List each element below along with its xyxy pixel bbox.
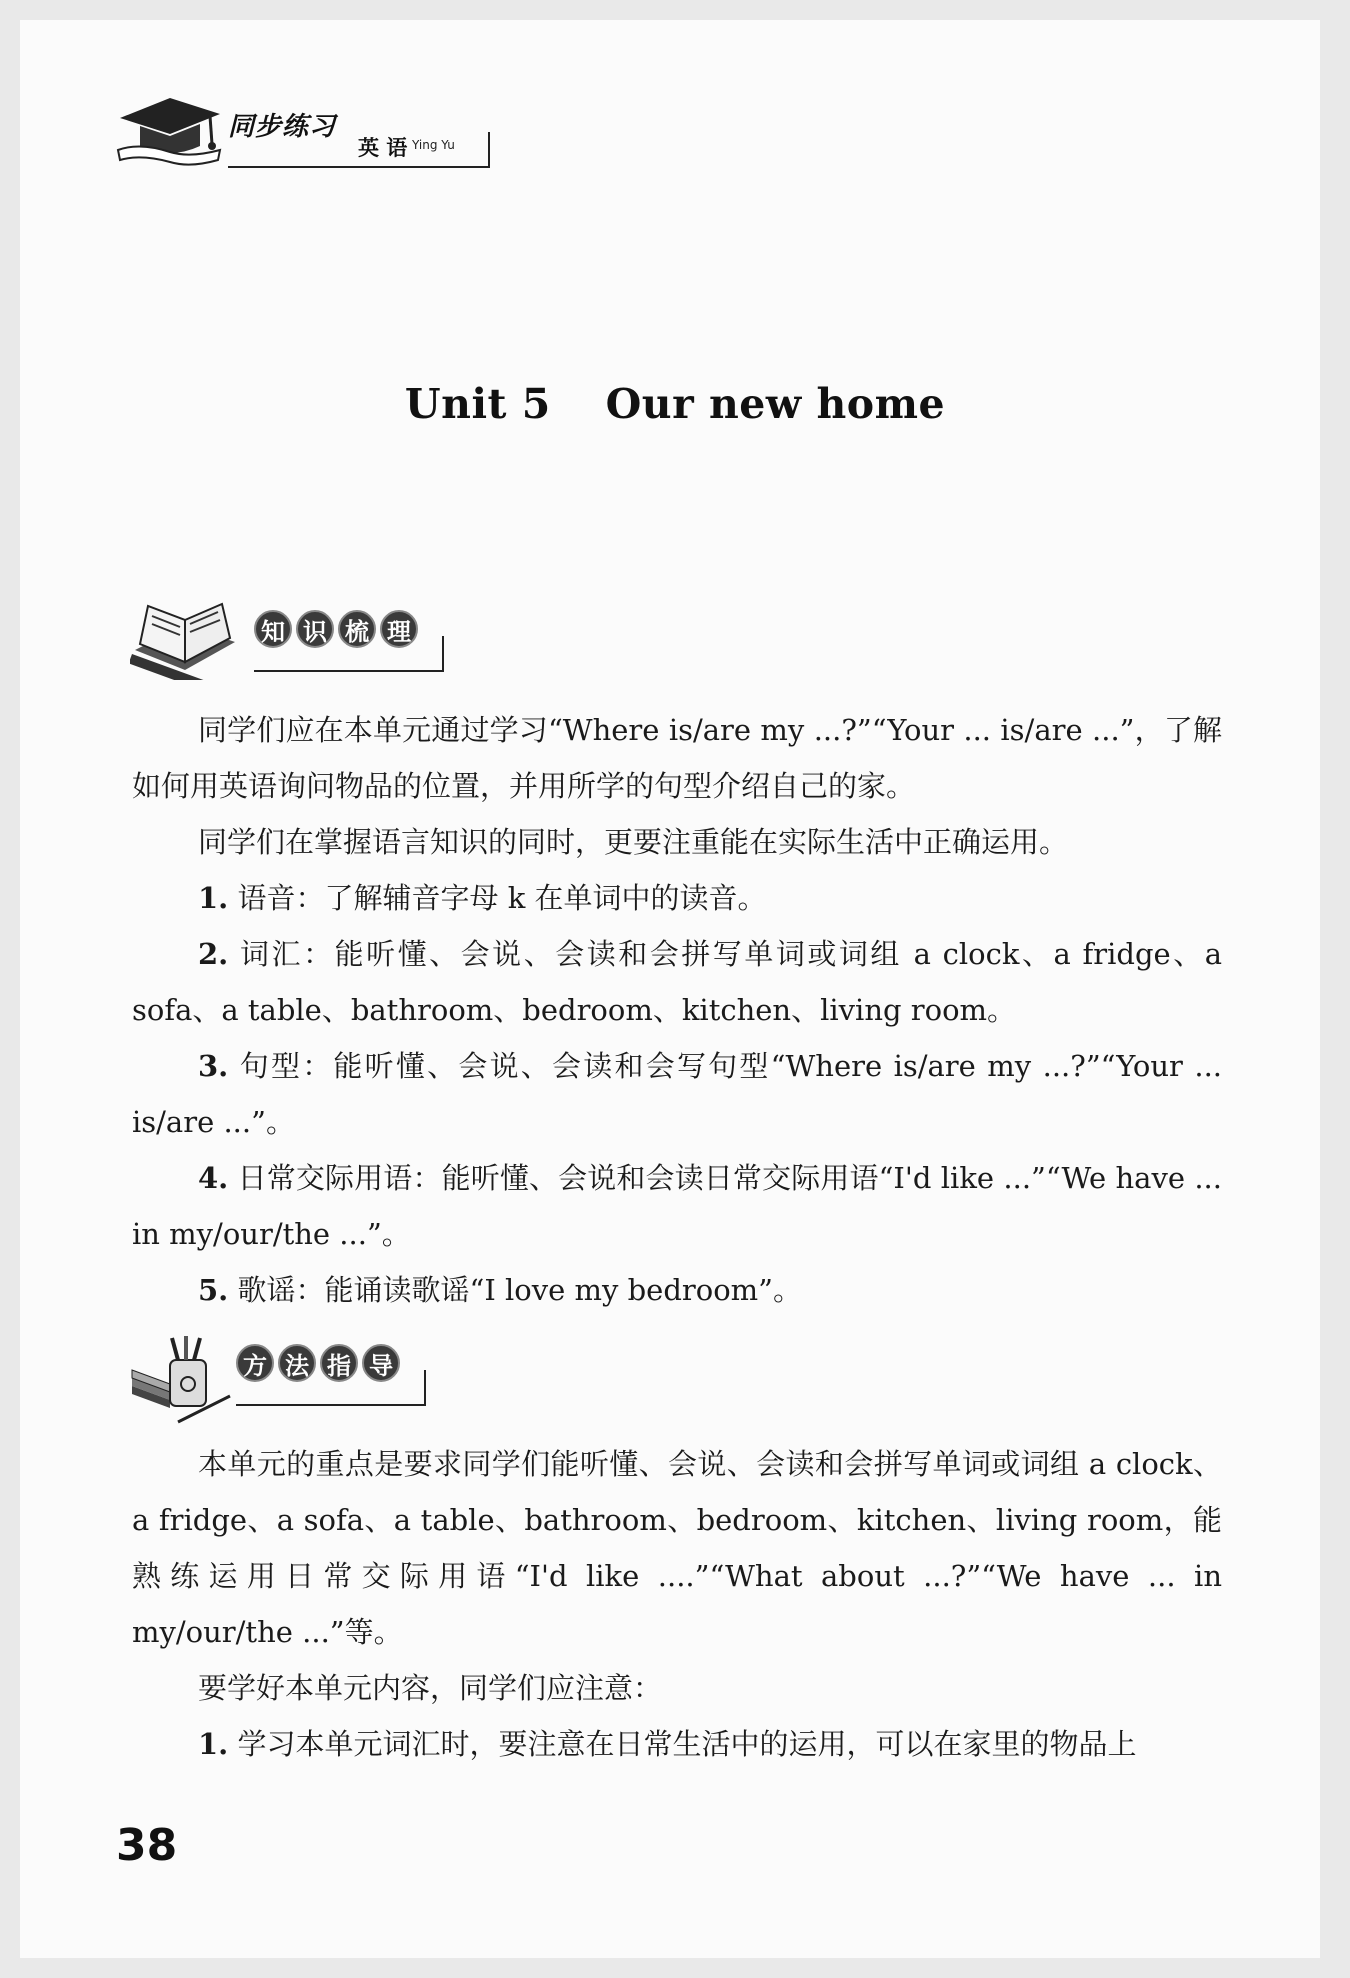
list-text: 歌谣：能诵读歌谣“I love my bedroom”。 bbox=[237, 1273, 802, 1307]
badge-char: 理 bbox=[380, 610, 418, 648]
badge-char: 梳 bbox=[338, 610, 376, 648]
badge-char: 法 bbox=[278, 1344, 316, 1382]
open-book-icon bbox=[130, 600, 240, 680]
list-text: 句型：能听懂、会说、会读和会写句型“Where is/are my ...?”“Your ... is/are ...”。 bbox=[132, 1049, 1223, 1139]
unit-number: Unit 5 bbox=[404, 380, 551, 428]
list-text: 学习本单元词汇时，要注意在日常生活中的运用，可以在家里的物品上 bbox=[237, 1727, 1137, 1761]
header-rule-vertical bbox=[488, 132, 490, 168]
unit-name: Our new home bbox=[605, 380, 946, 428]
list-item bbox=[132, 870, 1222, 926]
list-text: 语音：了解辅音字母 k 在单词中的读音。 bbox=[237, 881, 767, 915]
list-number: 2. bbox=[198, 937, 229, 971]
list-text: 词汇：能听懂、会说、会读和会拼写单词或词组 a clock、a fridge、a sofa、a table、bathroom、bedroom、kitchen、living room。 bbox=[132, 937, 1223, 1027]
list-text: 日常交际用语：能听懂、会说和会读日常交际用语“I'd like ...”“We have ... in my/our/the ...”。 bbox=[132, 1161, 1222, 1251]
paragraph: 本单元的重点是要求同学们能听懂、会说、会读和会拼写单词或词组 a clock、a fridge、a sofa、a table、bathroom、bedroom、kitchen、living room，能熟练运用日常交际用语“I'd like ....”“What about ...?”“We have ... in my/our/the ...”等。 bbox=[132, 1447, 1222, 1649]
badge-char: 指 bbox=[320, 1344, 358, 1382]
list-number: 3. bbox=[198, 1049, 229, 1083]
subject-pinyin: Ying Yu bbox=[412, 138, 455, 152]
section-title-knowledge bbox=[254, 610, 418, 648]
graduation-cap-icon bbox=[110, 80, 230, 170]
section-knowledge-header bbox=[130, 600, 470, 690]
pencil-cup-icon bbox=[130, 1334, 240, 1424]
paragraph: 同学们应在本单元通过学习“Where is/are my ...?”“Your ... is/are ...”，了解如何用英语询问物品的位置，并用所学的句型介绍自己的家。 bbox=[132, 713, 1222, 803]
section-rule bbox=[236, 1404, 426, 1406]
list-number: 1. bbox=[198, 1727, 229, 1761]
badge-char: 知 bbox=[254, 610, 292, 648]
list-item bbox=[132, 926, 1222, 1038]
section-method-header bbox=[130, 1334, 470, 1424]
list-number: 5. bbox=[198, 1273, 229, 1307]
list-item bbox=[132, 1150, 1222, 1262]
list-item bbox=[132, 1262, 1222, 1318]
badge-char: 识 bbox=[296, 610, 334, 648]
badge-char: 方 bbox=[236, 1344, 274, 1382]
section-rule-vertical bbox=[442, 636, 444, 672]
list-item bbox=[132, 1716, 1222, 1772]
list-item bbox=[132, 1038, 1222, 1150]
section-rule bbox=[254, 670, 444, 672]
paragraph: 要学好本单元内容，同学们应注意： bbox=[198, 1671, 663, 1705]
section-rule-vertical bbox=[424, 1370, 426, 1406]
page-number: 38 bbox=[116, 1820, 178, 1871]
header-rule bbox=[228, 166, 490, 168]
series-title: 同步练习 bbox=[228, 112, 337, 142]
list-number: 4. bbox=[198, 1161, 229, 1195]
subject-label: 英 语 bbox=[358, 136, 408, 160]
section-title-method bbox=[236, 1344, 400, 1382]
badge-char: 导 bbox=[362, 1344, 400, 1382]
list-number: 1. bbox=[198, 881, 229, 915]
book-header bbox=[110, 80, 510, 180]
unit-title bbox=[0, 380, 1350, 428]
paragraph: 同学们在掌握语言知识的同时，更要注重能在实际生活中正确运用。 bbox=[198, 825, 1069, 859]
